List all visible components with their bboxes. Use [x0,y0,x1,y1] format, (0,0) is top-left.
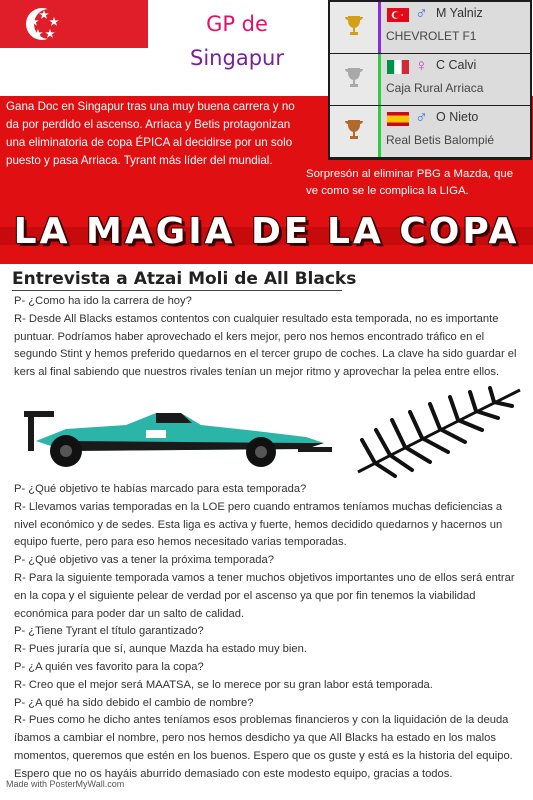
gp-title-line2: Singapur [190,46,284,70]
driver-name: O Nieto [436,110,479,124]
team-name: Real Betis Balompié [386,133,495,147]
spain-flag-icon [387,112,409,126]
interview-paragraph-2: P- ¿Qué objetivo te habías marcado para esta temporada? R- Llevamos varias temporadas en la LOE pero cuando entramos teníamos muchas deficiencias a nivel económico y de sedes. Esta liga es activa y fuerte, hemos decidido quedarnos y hacernos un equipo fuerte, pero para eso hemos necesitado varias temporadas. P- ¿Qué objetivo vas a tener la próxima temporada? R- Para la siguiente temporada vamos a tener muchos objetivos importantes uno de ellos será entrar en la copa y el siguiente pelear de verdad por el ascenso ya que por fin tenemos la viabilidad económica para poder dar un salto de calidad. P- ¿Tiene Tyrant el título garantizado? R- Pues juraría que sí, aunque Mazda ha estado muy bien. P- ¿A quién ves favorito para la copa? R- Creo que el mejor será MAATSA, se lo merece por su gran labor está temporada. P- ¿A qué ha sido debido el cambio de nombre? R- Pues como he dicho antes teníamos esos problemas financieros y con la liquidación de la deuda íbamos a cambiar el nombre, pero nos hemos desdicho ya que All Blacks ha estado en los malos momentos, queremos que estén en los buenos. Espero que os guste y está es la historia del equipo. Espero que no os hayáis aburrido demasiado con este modesto equipo, gracias a todos. [14,483,515,780]
male-icon: ♂ [415,4,428,23]
female-icon: ♀ [415,56,428,75]
podium-row-3 [330,106,530,157]
surprise-note: Sorpresón al eliminar PBG a Mazda, que ve como se le complica la LIGA. [306,168,514,197]
car-number: 1 [46,418,53,432]
gp-title-line1: GP de [206,12,268,36]
crescent-stars-icon [0,0,148,48]
title-underline [12,290,342,291]
podium-bar [378,106,381,157]
team-name: Caja Rural Arriaca [386,81,484,95]
podium-panel [328,0,532,160]
gold-trophy-icon [345,15,363,37]
silver-fern-image [350,380,525,478]
interview-paragraph-1: P- ¿Como ha ido la carrera de hoy? R- Desde All Blacks estamos contentos con cualquier resultado esta temporada, no es importante puntuar. Podríamos haber aprovechado el kers mejor, pero nos hemos encontrado tráfico en el segundo Stint y hemos preferido quedarnos en el tercer grupo de coches. La clave ha sido guardar el kers al final sabiendo que nuestros rivales tenían un mejor ritmo y aprovechar la pelea entre ellos. [14,295,517,379]
interview-title: Entrevista a Atzai Moli de All Blacks [12,269,357,289]
podium-bar [378,54,381,105]
singapore-flag [0,0,148,96]
team-name: CHEVROLET F1 [386,29,477,43]
podium-bar [378,2,381,53]
italy-flag-icon [387,60,409,74]
f1-car-image [6,385,336,475]
banner-headline: LA MAGIA DE LA COPA [13,211,520,252]
silver-trophy-icon [345,67,363,89]
bronze-trophy-icon [345,119,363,141]
podium-row-1 [330,2,530,53]
gp-title-box [148,0,326,96]
male-icon: ♂ [415,108,428,127]
podium-row-2 [330,54,530,105]
race-summary: Gana Doc en Singapur tras una muy buena carrera y no da por perdido el ascenso. Arriaca y Betis protagonizan una eliminatoria de copa ÉPICA al decidirse por un solo puesto y pasa Arriaca. Tyrant más líder del mundial. [6,100,295,167]
turkey-flag-icon [387,8,409,22]
footer-credit: Made with PosterMyWall.com [6,779,125,789]
driver-name: C Calvi [436,58,477,72]
driver-name: M Yalniz [436,6,483,20]
